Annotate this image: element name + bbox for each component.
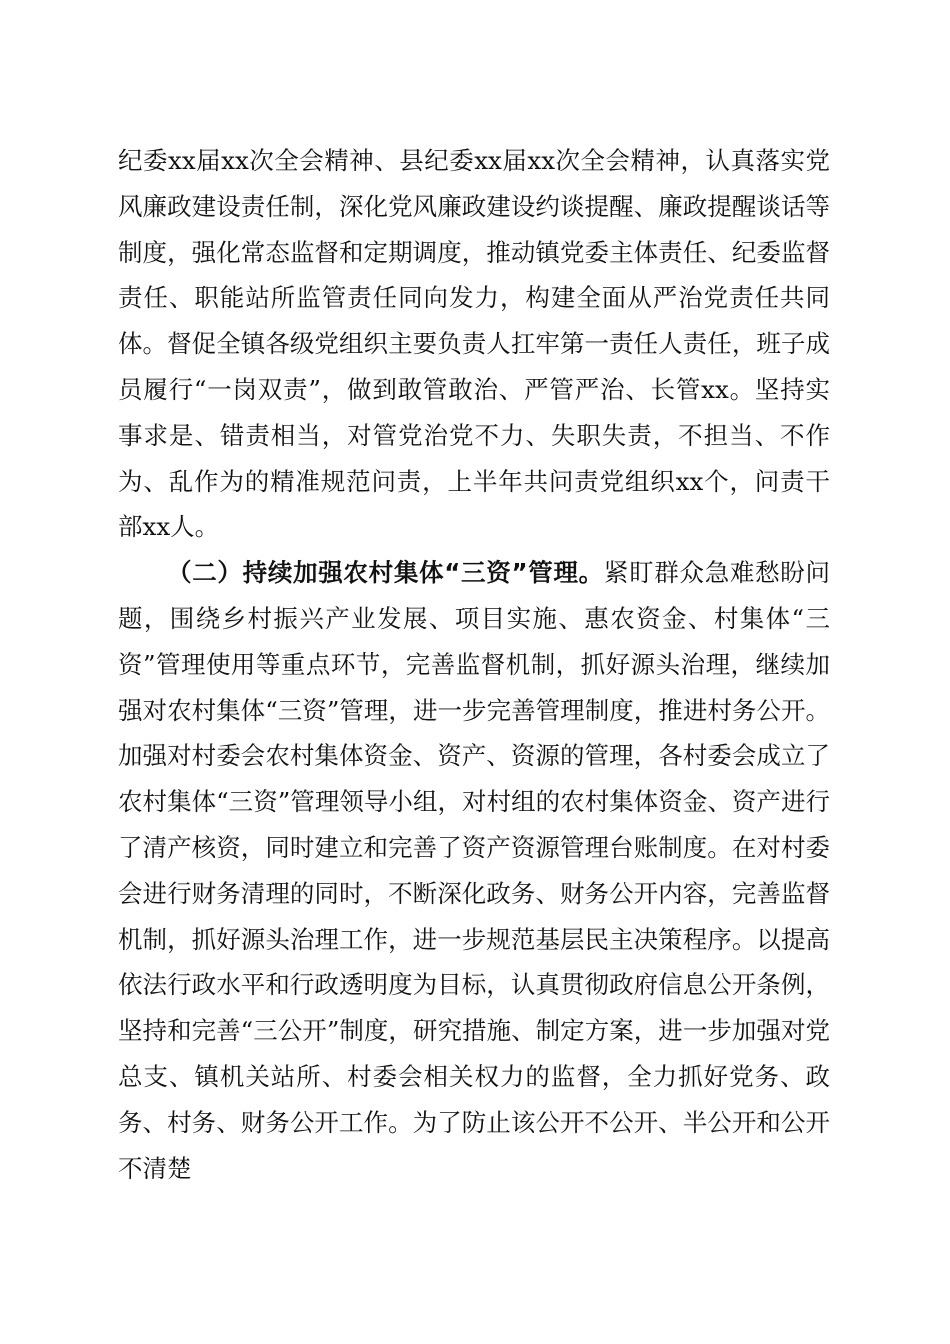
section-2-heading: （二）持续加强农村集体“三资”管理。 [167,558,604,588]
paragraph-continuation: 纪委xx届xx次全会精神、县纪委xx届xx次全会精神，认真落实党风廉政建设责任制，深化党风廉政建设约谈提醒、廉政提醒谈话等制度，强化常态监督和定期调度，推动镇党委主体责任、纪委监督责任、职能站所监管责任同向发力，构建全面从严治党责任共同体。督促全镇各级党组织主要负责人扛牢第一责任人责任，班子成员履行“一岗双责”，做到敢管敢治、严管严治、长管xx。坚持实事求是、错责相当，对管党治党不力、失职失责，不担当、不作为、乱作为的精准规范问责，上半年共问责党组织xx个，问责干部xx人。 [118,146,830,542]
section-2-body: 紧盯群众急难愁盼问题，围绕乡村振兴产业发展、项目实施、惠农资金、村集体“三资”管理使用等重点环节，完善监督机制，抓好源头治理，继续加强对农村集体“三资”管理，进一步完善管理制度，推进村务公开。加强对村委会农村集体资金、资产、资源的管理，各村委会成立了农村集体“三资”管理领导小组，对村组的农村集体资金、资产进行了清产核资，同时建立和完善了资产资源管理台账制度。在对村委会进行财务清理的同时，不断深化政务、财务公开内容，完善监督机制，抓好源头治理工作，进一步规范基层民主决策程序。以提高依法行政水平和行政透明度为目标，认真贯彻政府信息公开条例，坚持和完善“三公开”制度，研究措施、制定方案，进一步加强对党总支、镇机关站所、村委会相关权力的监督，全力抓好党务、政务、村务、财务公开工作。为了防止该公开不公开、半公开和公开不清楚 [118,558,831,1183]
document-body [118,138,830,1191]
section-2-paragraph [118,550,830,1191]
